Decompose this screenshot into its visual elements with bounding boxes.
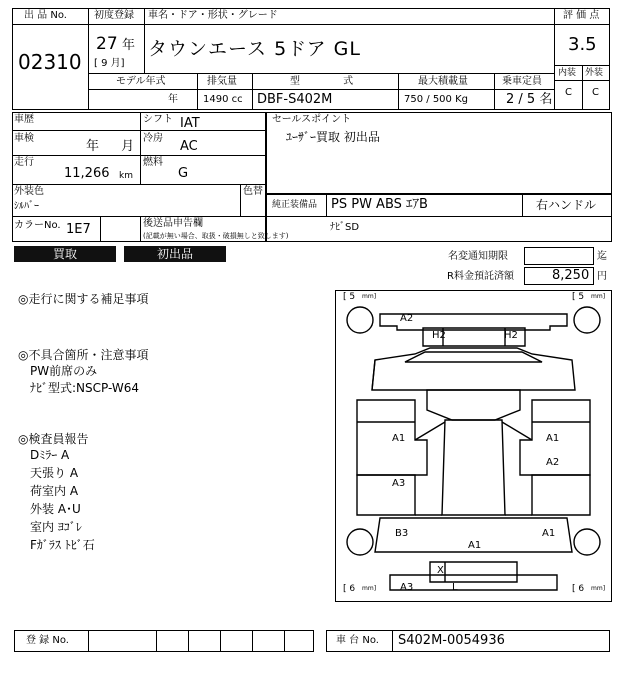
tire-unit: mm] — [362, 293, 377, 300]
ac-label: 冷房 — [143, 133, 163, 144]
tire-unit: mm] — [362, 585, 377, 592]
damage-mark: A1 — [392, 433, 406, 444]
first-reg-label: 初度登録 — [94, 10, 134, 21]
mileage-value: 11,266 — [64, 166, 110, 181]
inspection-label: 車検 — [14, 133, 34, 144]
type-label: 型 式 — [290, 76, 354, 87]
tire-rear-right: [ 6 — [572, 584, 585, 594]
damage-mark: B3 — [395, 528, 409, 539]
damage-mark: A1 — [468, 540, 482, 551]
exterior-label: 外装 — [585, 68, 604, 78]
sales-point-text: ﾕｰｻﾞｰ買取 初出品 — [286, 130, 380, 144]
lot-number: 02310 — [18, 50, 82, 74]
name-change-label: 名変通知期限 — [448, 251, 508, 262]
damage-mark: A3 — [400, 582, 414, 593]
capacity: 2 / 5 名 — [506, 92, 553, 107]
color-no-value: 1E7 — [66, 222, 91, 237]
color-label: 外装色 — [14, 186, 44, 197]
aftermarket-label: 後送品申告欄 — [143, 218, 203, 229]
inspector-item: 外装 A･U — [30, 502, 81, 516]
inspector-item: 荷室内 A — [30, 484, 79, 498]
recycle-value: 8,250 — [552, 268, 590, 283]
tire-rear-left: [ 6 — [343, 584, 356, 594]
inspection-value: 年 月 — [86, 139, 135, 154]
color-change-label: 色替 — [243, 186, 263, 197]
damage-mark: A2 — [400, 313, 414, 324]
ac-value: AC — [180, 139, 198, 154]
equipment-value: PS PW ABS ｴｱB — [331, 197, 428, 212]
displacement-label: 排気量 — [207, 76, 237, 87]
car-name-label: 車名・ドア・形状・グレード — [148, 10, 278, 21]
score-label: 評 価 点 — [563, 10, 600, 21]
inspector-item: Fｶﾞﾗｽ ﾄﾋﾞ石 — [30, 538, 95, 552]
damage-mark: H2 — [504, 330, 518, 341]
defect-item: PW前席のみ — [30, 364, 98, 378]
lot-label: 出 品 No. — [24, 10, 67, 21]
registration-label: 登 録 No. — [26, 635, 69, 646]
recycle-unit: 円 — [597, 271, 607, 282]
navi-value: ﾅﾋﾞSD — [330, 222, 360, 233]
damage-mark: A2 — [546, 457, 560, 468]
recycle-label: R料金預託済額 — [447, 271, 514, 282]
damage-mark: A1 — [546, 433, 560, 444]
equipment-label: 純正装備品 — [272, 200, 318, 210]
payload: 750 / 500 Kg — [404, 94, 468, 105]
tire-front-right: [ 5 — [572, 292, 585, 302]
damage-mark: X — [437, 565, 444, 576]
aftermarket-note: (記載が無い場合、取扱・破損無しと致します) — [143, 232, 289, 240]
payload-label: 最大積載量 — [418, 76, 468, 87]
interior-score: C — [565, 87, 572, 98]
year-unit: 年 — [122, 38, 136, 53]
model-type: DBF-S402M — [257, 92, 333, 107]
badge-first-listing: 初出品 — [124, 246, 226, 262]
tire-unit: mm] — [591, 585, 606, 592]
defect-item: ﾅﾋﾞ型式:NSCP-W64 — [30, 381, 139, 395]
name-change-unit: 迄 — [597, 251, 607, 262]
badge-buyback: 買取 — [14, 246, 116, 262]
chassis-number: S402M-0054936 — [398, 633, 505, 648]
fuel-value: G — [178, 166, 189, 181]
capacity-label: 乗車定員 — [502, 76, 542, 87]
mileage-label: 走行 — [14, 157, 34, 168]
first-reg-year: 27 — [96, 34, 118, 54]
driving-notes-title: ◎走行に関する補足事項 — [18, 292, 149, 306]
damage-mark: H2 — [432, 330, 446, 341]
exterior-score: C — [592, 87, 599, 98]
steering-value: 右ハンドル — [536, 198, 597, 212]
model-year-label: モデル年式 — [116, 76, 166, 87]
fuel-label: 燃料 — [143, 157, 163, 168]
displacement: 1490 cc — [203, 94, 243, 105]
sales-point-label: セールスポイント — [272, 114, 352, 125]
overall-score: 3.5 — [568, 34, 597, 55]
history-label: 車歴 — [14, 114, 34, 125]
color-no-label: カラーNo. — [14, 220, 61, 231]
inspector-title: ◎検査員報告 — [18, 432, 89, 446]
first-reg-month: [ 9 月] — [94, 58, 125, 69]
tire-unit: mm] — [591, 293, 606, 300]
tire-front-left: [ 5 — [343, 292, 356, 302]
chassis-label: 車 台 No. — [336, 635, 379, 646]
defects-title: ◎不具合箇所・注意事項 — [18, 348, 149, 362]
color-value: ｼﾙﾊﾞｰ — [14, 201, 39, 212]
interior-label: 内装 — [558, 68, 577, 78]
name-change-box — [524, 247, 594, 265]
car-diagram — [335, 290, 612, 602]
damage-mark: A3 — [392, 478, 406, 489]
shift-value: IAT — [180, 116, 200, 131]
inspector-item: 天張り A — [30, 466, 79, 480]
damage-mark: A1 — [542, 528, 556, 539]
car-name: タウンエース 5ドア GL — [148, 38, 361, 60]
shift-label: シフト — [143, 114, 173, 125]
mileage-unit: km — [119, 171, 133, 181]
model-year-unit: 年 — [168, 94, 178, 105]
damage-mark: L — [452, 582, 458, 593]
inspector-item: 室内 ﾖｺﾞﾚ — [30, 520, 82, 534]
inspector-item: Dﾐﾗｰ A — [30, 448, 70, 462]
